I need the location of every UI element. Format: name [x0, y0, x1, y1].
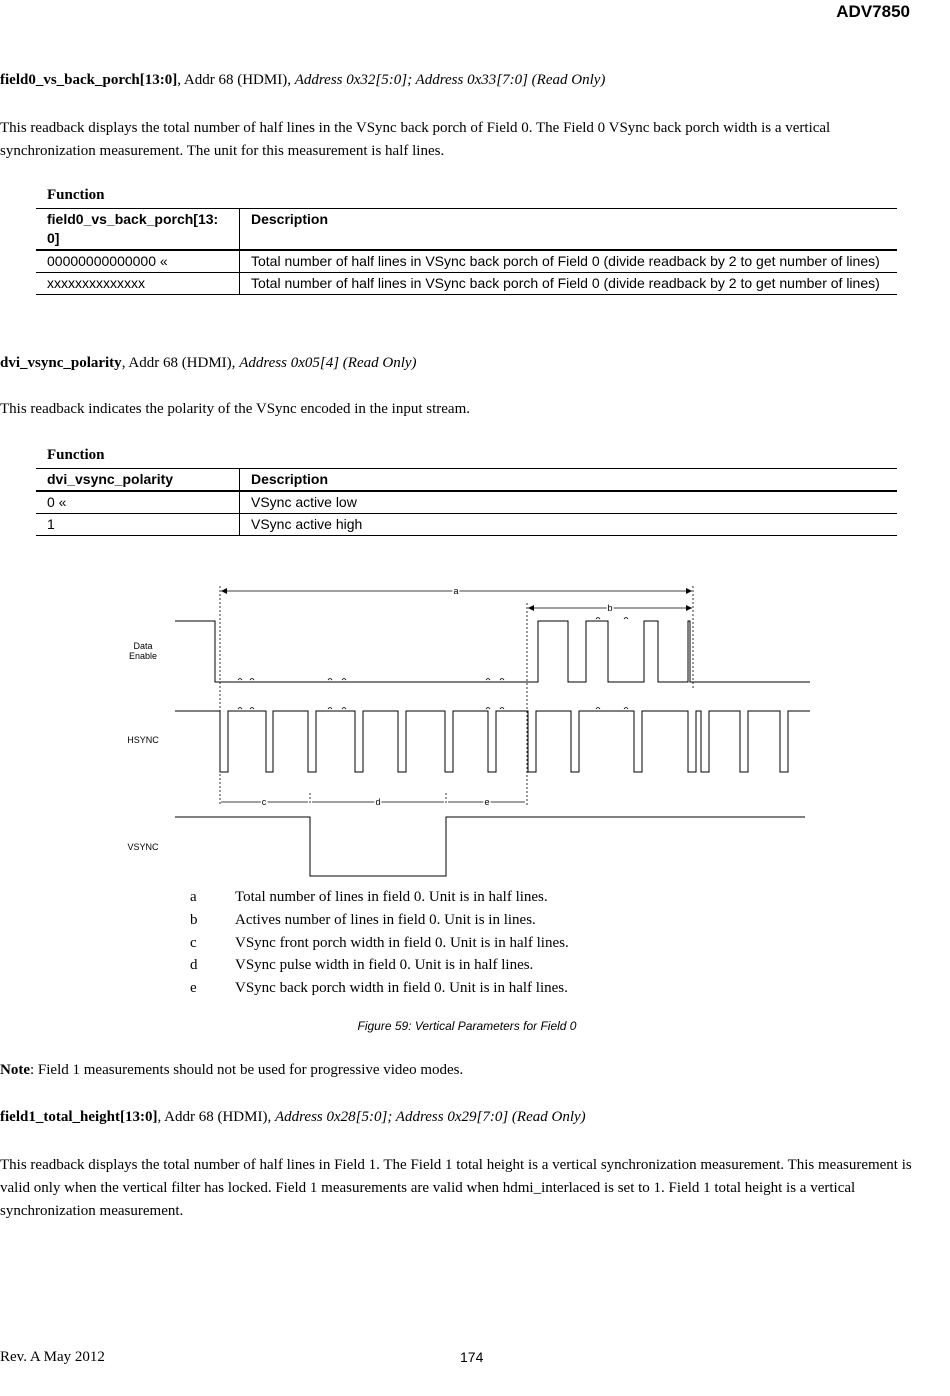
page-number: 174 [460, 1349, 484, 1365]
legend-item [190, 889, 548, 906]
function-table-title: Function [47, 447, 105, 463]
table-cell: 0 « [36, 491, 240, 514]
register-address: Address 0x05[4] (Read Only) [239, 355, 417, 371]
table-cell: xxxxxxxxxxxxxx [36, 273, 240, 295]
legend-key: e [190, 980, 197, 996]
legend-key: a [190, 889, 197, 905]
register-name: dvi_vsync_polarity [0, 355, 122, 371]
table-cell: 1 [36, 514, 240, 536]
legend-item [190, 912, 536, 929]
table-header-cell: dvi_vsync_polarity [36, 469, 240, 492]
table-header-cell: Description [240, 209, 898, 251]
function-table-title: Function [47, 187, 105, 203]
figure-caption: Figure 59: Vertical Parameters for Field 0 [357, 1019, 577, 1033]
legend-text: VSync pulse width in field 0. Unit is in half lines. [235, 957, 534, 973]
hsync-break-marks [238, 708, 628, 710]
dimension-c-label: c [261, 797, 267, 807]
note-label: Note [0, 1062, 30, 1078]
table-cell: Total number of half lines in VSync back porch of Field 0 (divide readback by 2 to get number of lines) [240, 273, 898, 295]
data-enable-label-line2: Enable [128, 651, 158, 661]
dimension-e-label: e [484, 797, 490, 807]
register-description: This readback indicates the polarity of the VSync encoded in the input stream. [0, 401, 471, 417]
vsync-label: VSYNC [127, 842, 159, 852]
function-table-field0-vs-back-porch [36, 208, 897, 295]
register-address: Address 0x28[5:0]; Address 0x29[7:0] (Read Only) [274, 1109, 586, 1125]
register-heading-field1-total-height [0, 1109, 920, 1126]
register-name: field0_vs_back_porch[13:0] [0, 72, 178, 88]
table-header-row [36, 209, 897, 251]
footer-revision: Rev. A May 2012 [0, 1349, 105, 1365]
table-cell: VSync active low [240, 491, 898, 514]
vertical-timing-diagram [120, 578, 820, 883]
register-heading-dvi-vsync-polarity [0, 355, 920, 372]
table-cell: VSync active high [240, 514, 898, 536]
data-enable-waveform [175, 621, 810, 682]
legend-text: Actives number of lines in field 0. Unit is in lines. [235, 912, 536, 928]
document-title: ADV7850 [836, 2, 910, 21]
table-cell: Total number of half lines in VSync back porch of Field 0 (divide readback by 2 to get number of lines) [240, 250, 898, 273]
vsync-waveform [175, 817, 805, 876]
legend-text: VSync back porch width in field 0. Unit is in half lines. [235, 980, 568, 996]
table-row [36, 273, 897, 295]
register-addr: , Addr 68 (HDMI), [121, 355, 240, 371]
legend-key: d [190, 957, 198, 973]
table-row [36, 250, 897, 273]
register-description: This readback displays the total number of half lines in Field 1. The Field 1 total height is a vertical synchronization measurement. This measurement is valid only when the vertical filter has locked. Field 1 measurements are valid when hdmi_interlaced is set to 1. Field 1 total height is a vertical synchronization measurement. [0, 1157, 912, 1219]
table-row [36, 514, 897, 536]
register-addr: , Addr 68 (HDMI), [157, 1109, 275, 1125]
table-cell: 00000000000000 « [36, 250, 240, 273]
function-table-dvi-vsync-polarity [36, 468, 897, 536]
legend-text: VSync front porch width in field 0. Unit is in half lines. [235, 935, 569, 951]
register-description: This readback displays the total number of half lines in the VSync back porch of Field 0. The Field 0 VSync back porch width is a vertical synchronization measurement. The unit for this measurement is half lines. [0, 120, 831, 159]
hsync-label: HSYNC [127, 735, 159, 745]
table-row [36, 491, 897, 514]
hsync-waveform [175, 711, 810, 772]
dimension-d-label: d [375, 797, 381, 807]
legend-item [190, 957, 533, 974]
table-header-cell: field0_vs_back_porch[13:0] [36, 209, 240, 251]
data-enable-break-marks [238, 618, 628, 681]
register-heading-field0-vs-back-porch [0, 72, 920, 89]
table-header-cell: Description [240, 469, 898, 492]
register-addr: , Addr 68 (HDMI), [177, 72, 295, 88]
legend-key: b [190, 912, 198, 928]
legend-text: Total number of lines in field 0. Unit is in half lines. [235, 889, 548, 905]
dimension-a-label: a [453, 586, 459, 596]
legend-key: c [190, 935, 197, 951]
note [0, 1062, 463, 1079]
register-address: Address 0x32[5:0]; Address 0x33[7:0] (Read Only) [294, 72, 606, 88]
table-header-row [36, 469, 897, 492]
note-text: : Field 1 measurements should not be used for progressive video modes. [30, 1062, 464, 1078]
dimension-b-label: b [607, 603, 613, 613]
legend-item [190, 980, 568, 997]
data-enable-label-line1: Data [133, 641, 153, 651]
legend-item [190, 935, 569, 952]
register-name: field1_total_height[13:0] [0, 1109, 158, 1125]
